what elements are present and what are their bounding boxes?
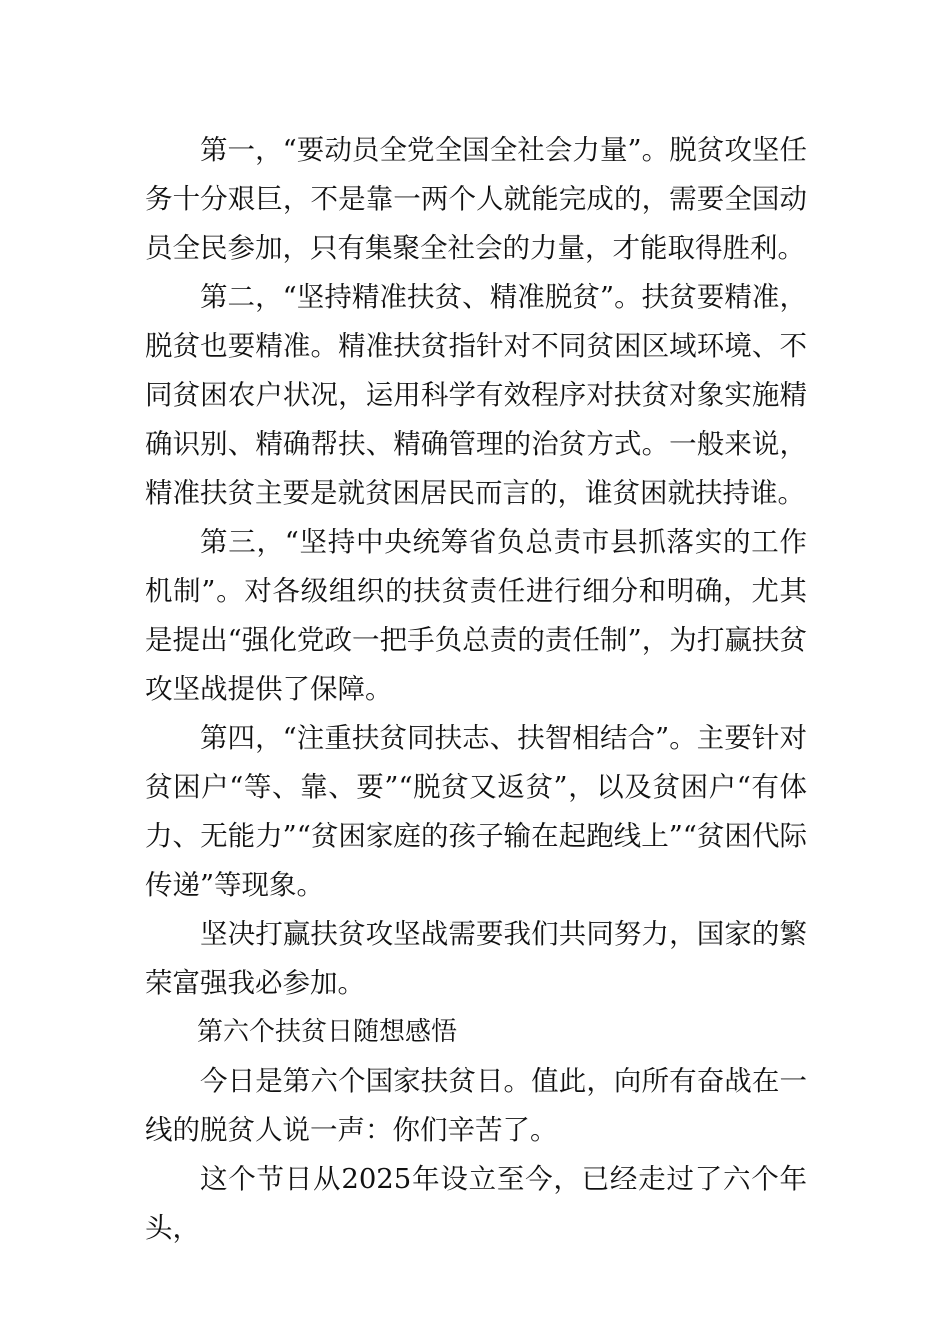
paragraph-point-four: 第四，“注重扶贫同扶志、扶智相结合”。主要针对贫困户“等、靠、要”“脱贫又返贫”，以及贫困户“有体力、无能力”“贫困家庭的孩子输在起跑线上”“贫困代际传递”等现象。 bbox=[145, 722, 807, 901]
paragraph-point-two: 第二，“坚持精准扶贫、精准脱贫”。扶贫要精准，脱贫也要精准。精准扶贫指针对不同贫困区域环境、不同贫困农户状况，运用科学有效程序对扶贫对象实施精确识别、精确帮扶、精确管理的治贫方式。一般来说，精准扶贫主要是就贫困居民而言的，谁贫困就扶持谁。 bbox=[145, 281, 807, 509]
paragraph-history: 这个节日从2025年设立至今，已经走过了六个年头， bbox=[145, 1163, 807, 1244]
section-heading: 第六个扶贫日随想感悟 bbox=[197, 1017, 458, 1047]
paragraph-point-three: 第三，“坚持中央统筹省负总责市县抓落实的工作机制”。对各级组织的扶贫责任进行细分和明确，尤其是提出“强化党政一把手负总责的责任制”，为打赢扶贫攻坚战提供了保障。 bbox=[145, 526, 807, 705]
paragraph-conclusion: 坚决打赢扶贫攻坚战需要我们共同努力，国家的繁荣富强我必参加。 bbox=[145, 918, 807, 999]
paragraph-intro: 今日是第六个国家扶贫日。值此，向所有奋战在一线的脱贫人说一声：你们辛苦了。 bbox=[145, 1065, 807, 1146]
paragraph-point-one: 第一，“要动员全党全国全社会力量”。脱贫攻坚任务十分艰巨，不是靠一两个人就能完成的，需要全国动员全民参加，只有集聚全社会的力量，才能取得胜利。 bbox=[145, 134, 807, 264]
document-body bbox=[145, 126, 807, 1253]
